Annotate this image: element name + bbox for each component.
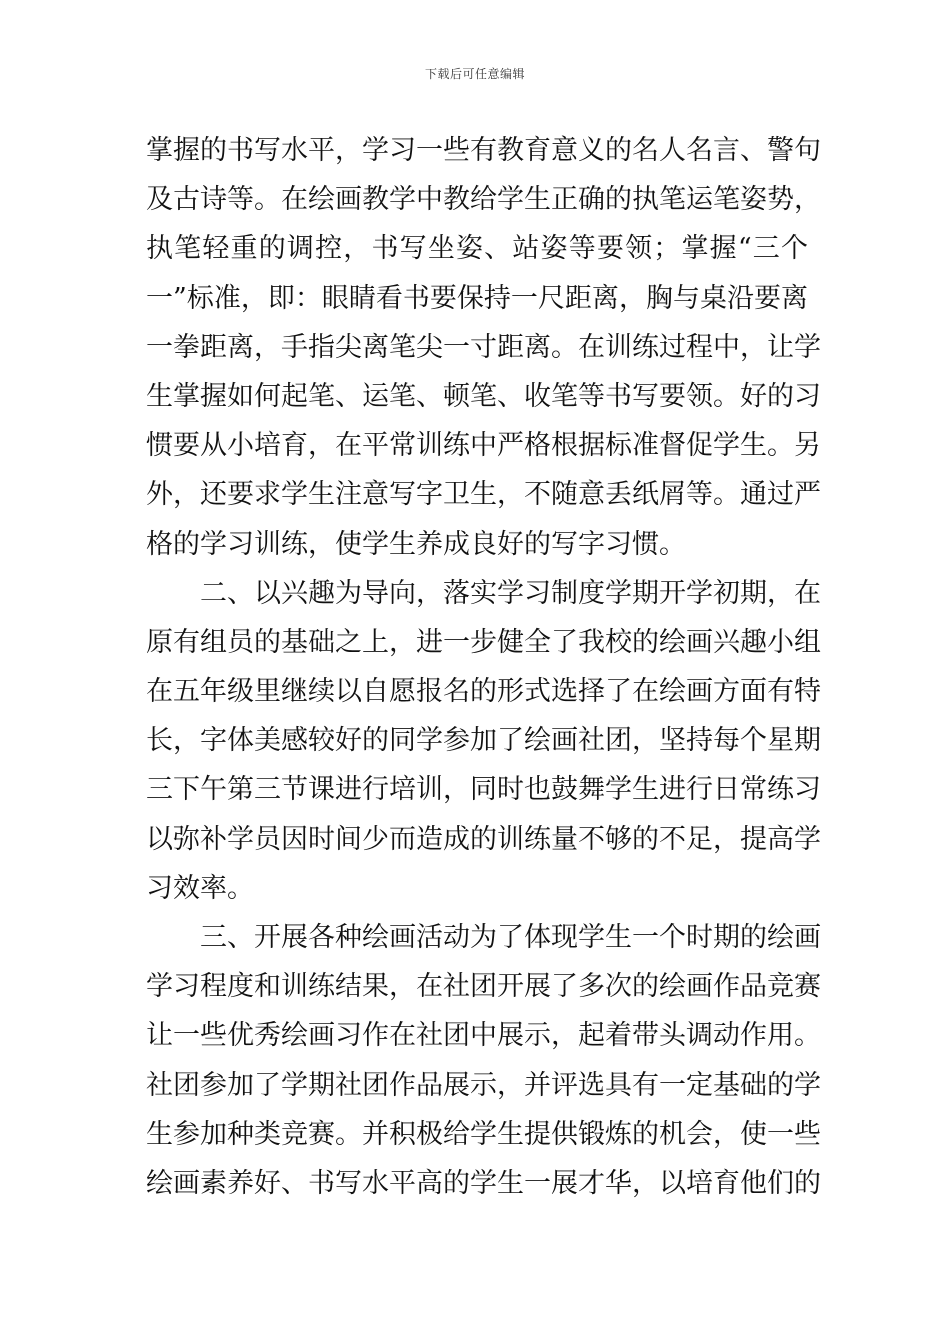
text-line: 一拳距离，手指尖离笔尖一寸距离。在训练过程中，让学 [146, 331, 821, 363]
text-line: 在五年级里继续以自愿报名的形式选择了在绘画方面有特 [146, 676, 821, 708]
text-line: 绘画素养好、书写水平高的学生一展才华，以培育他们的 [146, 1167, 821, 1199]
paragraph-2 [146, 569, 821, 913]
text-line: 生参加种类竞赛。并积极给学生提供锻炼的机会，使一些 [146, 1118, 821, 1150]
text-line: 掌握的书写水平，学习一些有教育意义的名人名言、警句 [146, 135, 821, 166]
text-line: 一”标准，即：眼睛看书要保持一尺距离，胸与桌沿要离 [146, 282, 808, 314]
text-line: 三下午第三节课进行培训，同时也鼓舞学生进行日常练习 [146, 774, 821, 806]
text-line: 以弥补学员因时间少而造成的训练量不够的不足，提高学 [146, 823, 821, 855]
page-header: 下载后可任意编辑 [424, 67, 525, 81]
text-line: 执笔轻重的调控，书写坐姿、站姿等要领；掌握“三个 [146, 233, 808, 265]
text-line: 三、开展各种绘画活动为了体现学生一个时期的绘画 [146, 922, 821, 953]
paragraph-1 [146, 126, 821, 569]
text-line: 及古诗等。在绘画教学中教给学生正确的执笔运笔姿势， [146, 184, 821, 216]
text-line: 惯要从小培育，在平常训练中严格根据标准督促学生。另 [146, 430, 821, 462]
document-body [146, 126, 821, 1208]
text-line: 习效率。 [146, 872, 254, 904]
text-line: 让一些优秀绘画习作在社团中展示，起着带头调动作用。 [146, 1020, 821, 1052]
paragraph-3 [146, 913, 821, 1208]
text-line: 长，字体美感较好的同学参加了绘画社团，坚持每个星期 [146, 725, 821, 757]
text-line: 外，还要求学生注意写字卫生，不随意丢纸屑等。通过严 [146, 479, 821, 511]
text-line: 二、以兴趣为导向，落实学习制度学期开学初期，在 [146, 577, 821, 609]
text-line: 格的学习训练，使学生养成良好的写字习惯。 [146, 528, 686, 560]
text-line: 原有组员的基础之上，进一步健全了我校的绘画兴趣小组 [146, 626, 821, 658]
text-line: 学习程度和训练结果，在社团开展了多次的绘画作品竞赛 [146, 971, 821, 1003]
text-line: 社团参加了学期社团作品展示，并评选具有一定基础的学 [146, 1069, 821, 1101]
text-line: 生掌握如何起笔、运笔、顿笔、收笔等书写要领。好的习 [146, 380, 821, 412]
